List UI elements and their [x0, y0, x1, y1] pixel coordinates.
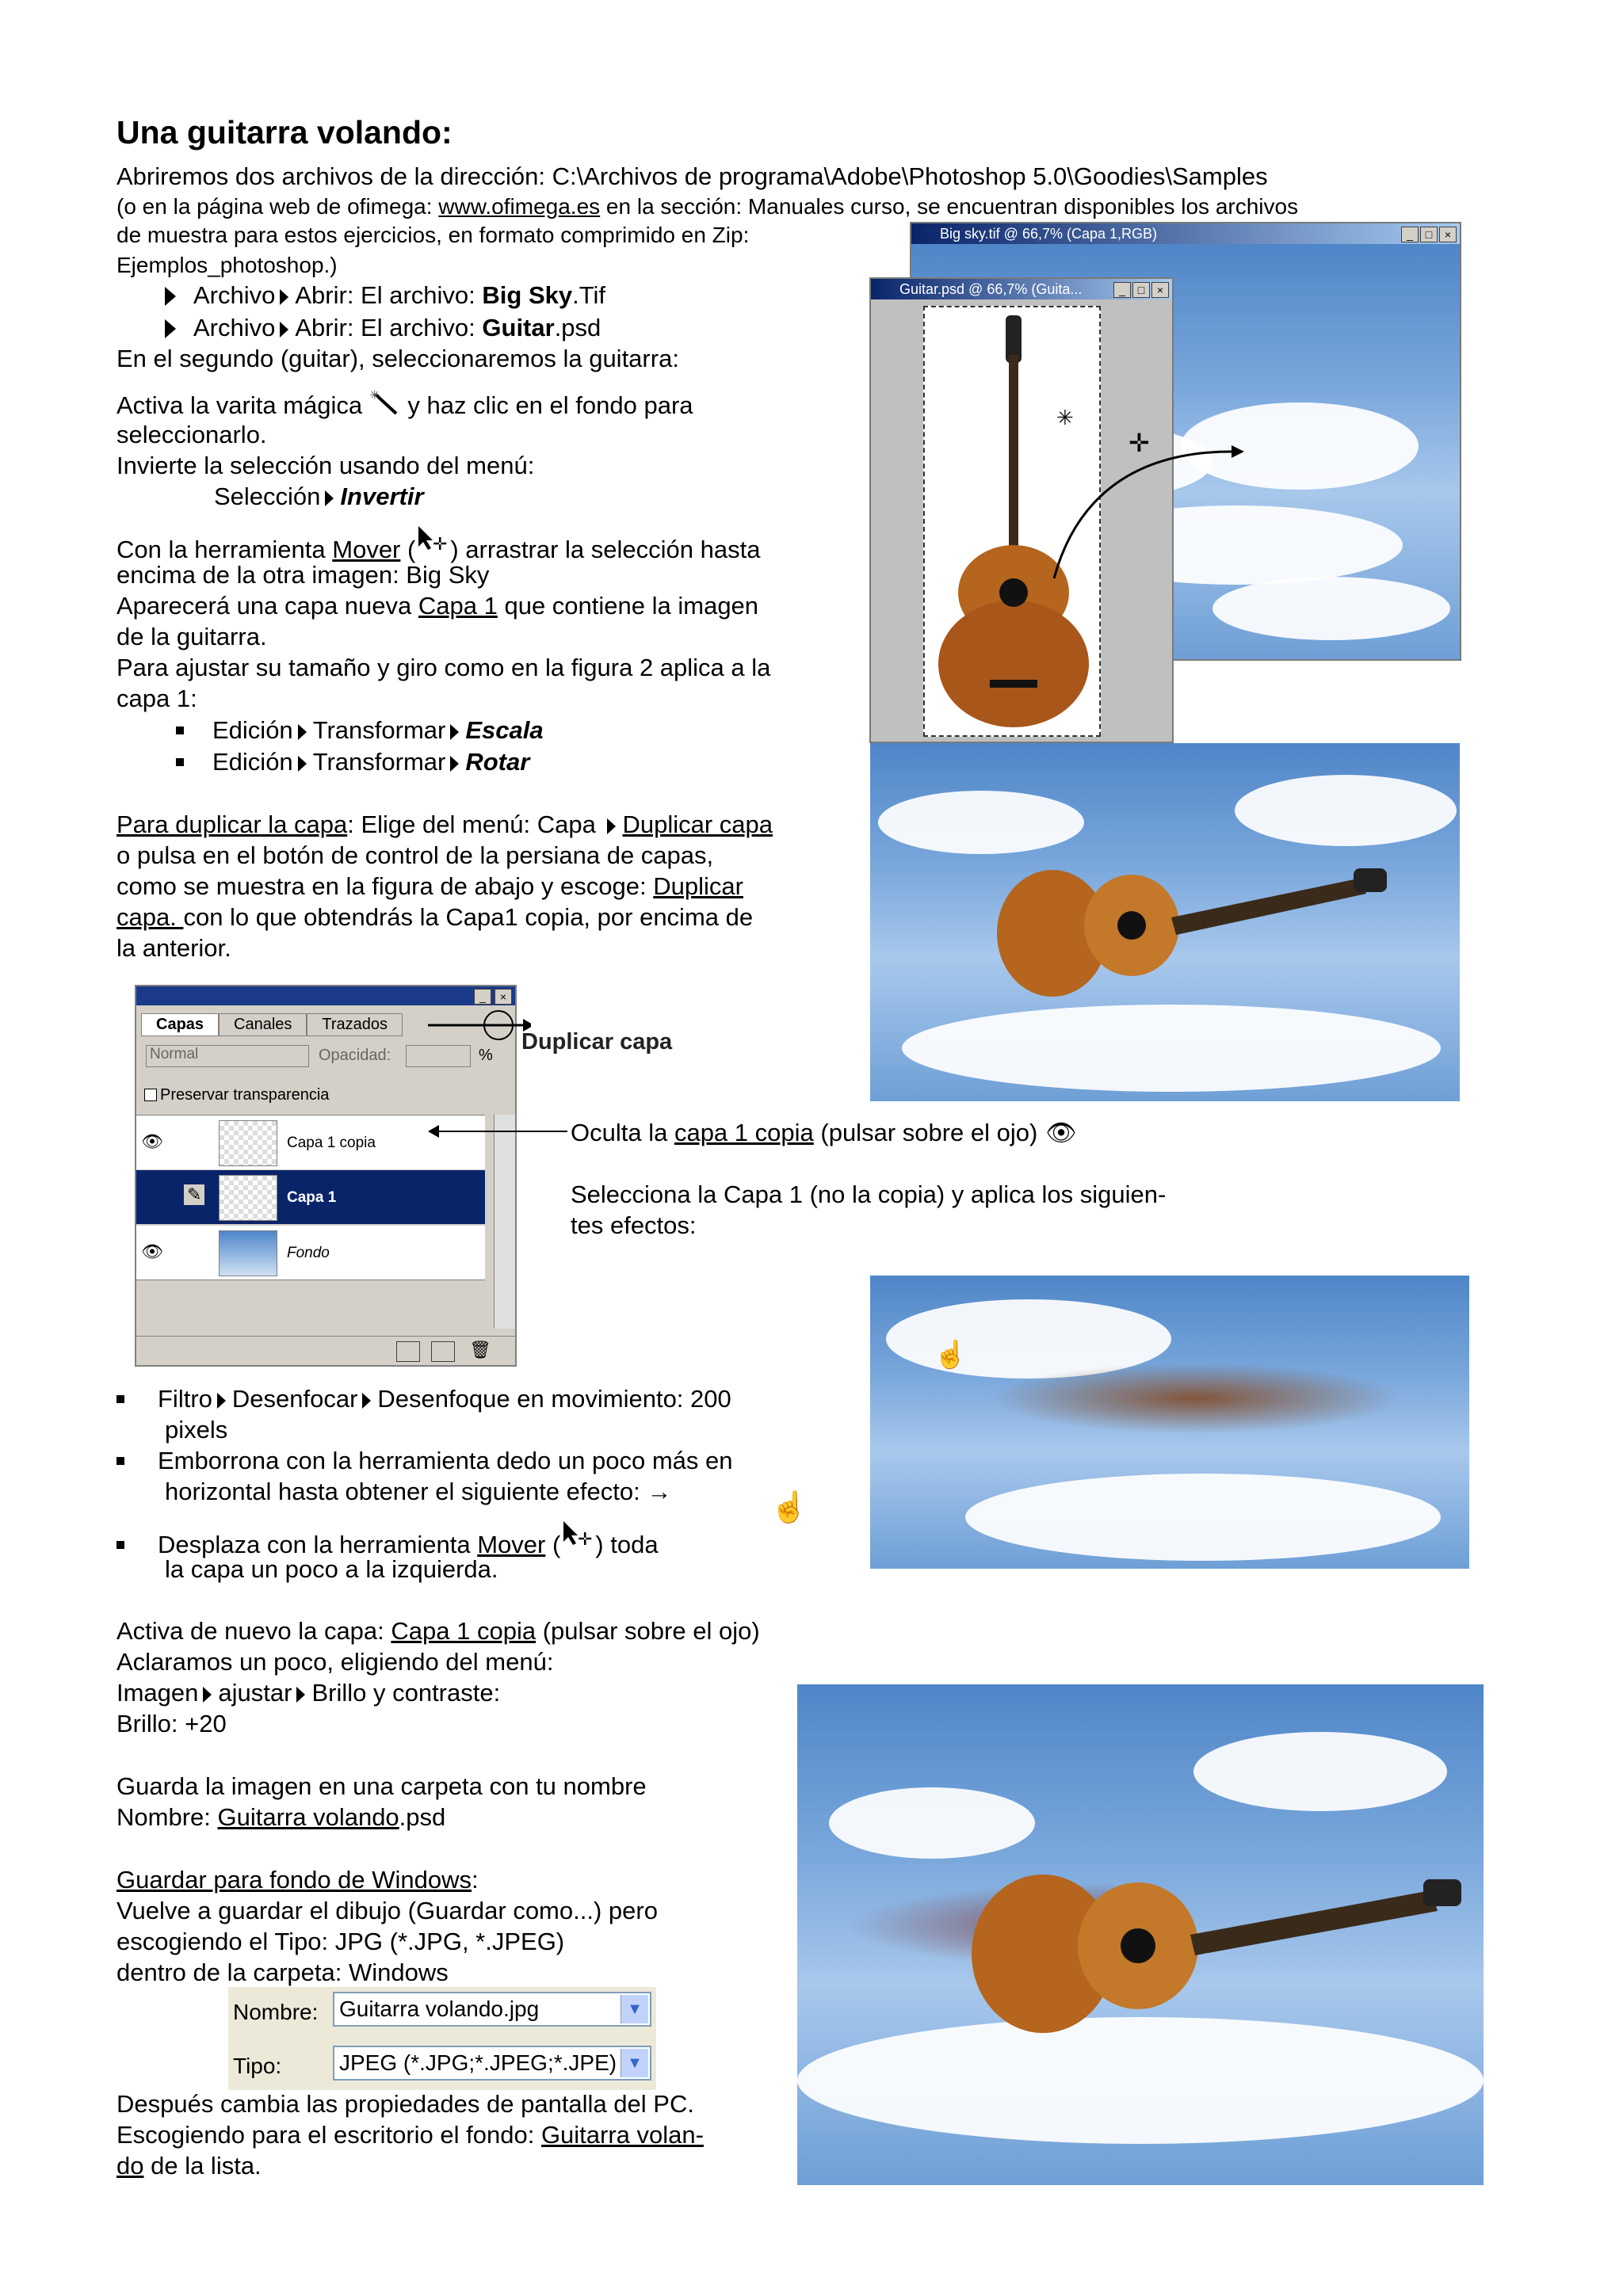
layer-name: Fondo	[287, 1245, 330, 1261]
duplicate-callout-arrow	[428, 1005, 531, 1052]
chevron-down-icon[interactable]: ▼	[621, 2049, 648, 2077]
tab-capas[interactable]: Capas	[141, 1013, 219, 1036]
name-field[interactable]	[333, 1992, 651, 2027]
bullet-icon	[176, 758, 184, 766]
menu-arrow-icon	[217, 1393, 226, 1409]
move-text: ) arrastrar la selección hasta	[450, 536, 761, 563]
final-line-1: Después cambia las propiedades de pantalla del PC.	[116, 2090, 694, 2118]
wallpaper-line-2: Vuelve a guardar el dibujo (Guardar como...) pero	[116, 1897, 658, 1924]
final-line-3	[116, 2150, 262, 2181]
duplicate-heading: Para duplicar la capa	[116, 810, 348, 838]
menu-name: Desenfocar	[231, 1385, 358, 1413]
layer-name: Capa 1 copia	[287, 1135, 376, 1151]
eye-icon: 👁	[1045, 1119, 1077, 1146]
mask-button[interactable]	[396, 1341, 420, 1362]
type-field[interactable]	[333, 2046, 651, 2081]
wand-line-2: seleccionarlo.	[116, 421, 267, 448]
guitarra-volando-link: do	[116, 2152, 144, 2180]
trash-icon[interactable]: 🗑	[469, 1340, 491, 1360]
menu-command: Abrir: El archivo:	[295, 281, 483, 309]
panel-tabs	[141, 1013, 403, 1037]
chevron-down-icon[interactable]: ▼	[621, 1995, 648, 2023]
move-line-3	[116, 590, 758, 621]
open-step-2	[165, 312, 601, 343]
menu-name: ajustar	[218, 1679, 292, 1707]
file-name: Big Sky	[482, 281, 573, 309]
duplicate-line-4	[116, 902, 753, 933]
transform-step-2	[176, 746, 529, 777]
open-step-1	[165, 280, 605, 311]
bullet-arrow-icon	[165, 319, 176, 338]
menu-arrow-icon	[296, 1687, 305, 1703]
menu-arrow-icon	[450, 756, 459, 772]
menu-arrow-icon	[607, 818, 616, 834]
intro-line-2	[116, 192, 1298, 221]
move-cursor-icon: ✛	[1128, 429, 1150, 457]
minimize-button[interactable]: _	[1401, 227, 1419, 242]
save-line-1: Guarda la imagen en una carpeta con tu nombre	[116, 1772, 647, 1800]
move-text: Aparecerá una capa nueva	[116, 592, 418, 620]
guitar-image	[989, 830, 1401, 1020]
reactivate-line-2: Aclaramos un poco, eligiendo del menú:	[116, 1648, 554, 1676]
intro-line-4: Ejemplos_photoshop.)	[116, 253, 338, 277]
effect-step-1-line-2: pixels	[165, 1416, 228, 1444]
menu-command: Escala	[465, 716, 544, 744]
page-title: Una guitarra volando:	[116, 114, 453, 151]
final-text: Escogiendo para el escritorio el fondo:	[116, 2121, 541, 2149]
duplicate-text: : Elige del menú: Capa	[347, 810, 603, 838]
wand-line	[116, 388, 693, 421]
move-text: (	[400, 536, 416, 563]
layer-pointer-arrow	[428, 1122, 571, 1146]
menu-name: Imagen	[116, 1679, 199, 1707]
duplicate-capa-link: Duplicar capa	[622, 810, 773, 838]
bullet-icon	[176, 727, 184, 734]
duplicar-link: Duplicar	[653, 872, 743, 900]
save-line-2	[116, 1802, 445, 1833]
intro-line-3: de muestra para estos ejercicios, en formato comprimido en Zip:	[116, 223, 750, 247]
checkbox[interactable]	[144, 1089, 157, 1101]
reactivate-text: Activa de nuevo la capa:	[116, 1617, 391, 1645]
close-button[interactable]: ×	[1151, 282, 1169, 298]
duplicate-line-2: o pulsa en el botón de control de la persiana de capas,	[116, 841, 714, 869]
menu-arrow-icon	[280, 289, 288, 305]
menu-name: Archivo	[193, 281, 276, 309]
invert-line-2	[214, 481, 424, 512]
minimize-button[interactable]: _	[1113, 282, 1131, 298]
capa-link: capa.	[116, 903, 184, 931]
layer-row-fondo[interactable]	[136, 1226, 485, 1280]
menu-arrow-icon	[298, 756, 307, 772]
eye-icon[interactable]: 👁	[141, 1131, 163, 1151]
layer-thumbnail	[219, 1175, 277, 1221]
duplicate-line-1	[116, 809, 773, 840]
guitar-image	[964, 1835, 1471, 2057]
blend-mode-select[interactable]: Normal	[146, 1045, 309, 1067]
menu-arrow-icon	[450, 724, 459, 740]
menu-arrow-icon	[298, 724, 307, 740]
hide-text: (pulsar sobre el ojo)	[813, 1119, 1038, 1146]
menu-name: Archivo	[193, 314, 276, 341]
figure-final	[797, 1684, 1484, 2185]
menu-name: Selección	[214, 482, 321, 510]
final-line-2	[116, 2119, 704, 2150]
reactivate-line-3	[116, 1677, 500, 1708]
file-ext: .Tif	[572, 281, 606, 309]
preserve-transparency[interactable]	[144, 1086, 329, 1104]
cloud	[1212, 577, 1450, 640]
move-tool-link: Mover	[477, 1531, 546, 1558]
magic-wand-icon: ✳	[1056, 406, 1074, 429]
maximize-button[interactable]: □	[1420, 227, 1438, 242]
hide-text: Oculta la	[571, 1119, 674, 1146]
menu-name: Transformar	[312, 748, 446, 776]
close-button[interactable]: ×	[1439, 227, 1457, 242]
duplicate-callout: Duplicar capa	[521, 1029, 673, 1055]
layer-thumbnail	[219, 1230, 277, 1276]
menu-name: Transformar	[312, 716, 446, 744]
wallpaper-heading	[116, 1864, 479, 1895]
move-line-2: encima de la otra imagen: Big Sky	[116, 561, 490, 589]
intro-text: (o en la página web de ofimega:	[116, 194, 439, 219]
layer-row-capa1[interactable]	[136, 1170, 485, 1224]
panel-titlebar	[136, 986, 515, 1005]
name-label: Nombre:	[233, 2000, 319, 2024]
menu-arrow-icon	[280, 322, 288, 338]
window-title: Guitar.psd @ 66,7% (Guita...	[899, 281, 1083, 297]
effect-text: Desplaza con la herramienta	[158, 1531, 478, 1558]
effect-text: (	[545, 1531, 561, 1558]
duplicate-line-5: la anterior.	[116, 934, 231, 962]
capa1-link: Capa 1	[418, 592, 498, 620]
hide-copy-line	[571, 1117, 1077, 1148]
smudge-icon: ☝	[770, 1491, 808, 1524]
minimize-button[interactable]: _	[474, 989, 491, 1005]
eye-icon[interactable]: 👁	[141, 1241, 163, 1261]
guitar-titlebar	[871, 279, 1172, 299]
wallpaper-link: Guardar para fondo de Windows	[116, 1866, 472, 1894]
save-dialog	[228, 1987, 656, 2090]
blur-streak	[989, 1363, 1401, 1434]
capa1-copia-link: Capa 1 copia	[391, 1617, 537, 1645]
move-line-5: Para ajustar su tamaño y giro como en la figura 2 aplica a la	[116, 654, 771, 681]
tab-trazados[interactable]: Trazados	[307, 1013, 403, 1036]
apply-effects-line-1: Selecciona la Capa 1 (no la copia) y aplica los siguien-	[571, 1180, 1167, 1208]
effect-step-1	[116, 1383, 731, 1414]
panel-scrollbar[interactable]	[494, 1115, 515, 1329]
wallpaper-line-3: escogiendo el Tipo: JPG (*.JPG, *.JPEG)	[116, 1928, 565, 1955]
select-guitar-text: En el segundo (guitar), seleccionaremos la guitarra:	[116, 345, 679, 372]
duplicate-text: como se muestra en la figura de abajo y escoge:	[116, 872, 654, 900]
figure-motion-blur	[870, 1276, 1469, 1569]
panel-bottom-bar	[136, 1336, 515, 1365]
menu-arrow-icon	[362, 1393, 371, 1409]
apply-effects-line-2: tes efectos:	[571, 1211, 697, 1239]
menu-name: Filtro	[158, 1385, 212, 1413]
move-tool-icon	[415, 526, 450, 555]
file-name: Guitar	[482, 314, 555, 341]
intro-line-1: Abriremos dos archivos de la dirección: C:\Archivos de programa\Adobe\Photoshop 5.0\Goodies\Samples	[116, 162, 1268, 190]
layer-thumbnail	[219, 1120, 277, 1166]
type-value: JPEG (*.JPG;*.JPEG;*.JPE)	[339, 2050, 617, 2075]
reactivate-text: (pulsar sobre el ojo)	[536, 1617, 760, 1645]
cloud	[1193, 1732, 1447, 1811]
percent-label: %	[479, 1047, 493, 1064]
brush-icon: ✎	[184, 1184, 204, 1205]
close-button[interactable]: ×	[495, 989, 512, 1005]
svg-text:✛: ✛	[578, 1529, 593, 1549]
invert-line-1: Invierte la selección usando del menú:	[116, 452, 535, 479]
effect-step-3-line-2: la capa un poco a la izquierda.	[165, 1555, 498, 1583]
menu-arrow-icon	[203, 1687, 212, 1703]
menu-arrow-icon	[325, 490, 334, 506]
effect-text: ) toda	[595, 1531, 659, 1558]
duplicate-text: con lo que obtendrás la Capa1 copia, por encima de	[183, 903, 754, 931]
bullet-icon	[116, 1395, 124, 1403]
tab-canales[interactable]: Canales	[219, 1013, 307, 1036]
wand-text: Activa la varita mágica	[116, 391, 369, 419]
bullet-icon	[116, 1457, 124, 1465]
menu-command: Desenfoque en movimiento: 200	[377, 1385, 731, 1413]
wallpaper-text: :	[472, 1866, 479, 1894]
intro-text: en la sección: Manuales curso, se encuentran disponibles los archivos	[600, 194, 1299, 219]
reactivate-line-1	[116, 1615, 760, 1646]
preserve-label: Preservar transparencia	[160, 1086, 330, 1104]
new-layer-button[interactable]	[431, 1341, 455, 1362]
move-text: que contiene la imagen	[497, 592, 759, 620]
opacity-label: Opacidad:	[319, 1047, 391, 1064]
figure-rotated-guitar	[870, 743, 1460, 1101]
save-text: .psd	[399, 1803, 446, 1831]
move-line-6: capa 1:	[116, 685, 197, 712]
menu-command: Abrir: El archivo:	[295, 314, 483, 341]
name-value: Guitarra volando.jpg	[339, 1997, 540, 2021]
menu-command: Invertir	[340, 482, 424, 510]
wand-text: y haz clic en el fondo para	[400, 391, 693, 419]
menu-name: Edición	[212, 716, 293, 744]
guitarra-volando-link: Guitarra volan-	[540, 2121, 704, 2149]
menu-command: Rotar	[465, 748, 530, 776]
move-line-4: de la guitarra.	[116, 623, 267, 650]
wallpaper-line-4: dentro de la carpeta: Windows	[116, 1958, 449, 1986]
final-text: de la lista.	[143, 2152, 262, 2180]
bigsky-titlebar	[911, 223, 1460, 244]
svg-text:✛: ✛	[433, 534, 448, 554]
guitarra-volando-link: Guitarra volando	[217, 1803, 399, 1831]
capa1-copia-link: capa 1 copia	[674, 1119, 814, 1146]
reactivate-line-4: Brillo: +20	[116, 1710, 227, 1737]
cloud	[965, 1474, 1441, 1561]
maximize-button[interactable]: □	[1132, 282, 1150, 298]
save-text: Nombre:	[116, 1803, 218, 1831]
smudge-icon: ☝	[934, 1340, 968, 1370]
file-ext: .psd	[554, 314, 601, 341]
effect-step-2-line-2: horizontal hasta obtener el siguiente efecto: →	[165, 1478, 672, 1505]
move-tool-link: Mover	[332, 536, 401, 563]
svg-text:✳: ✳	[369, 389, 380, 402]
type-label: Tipo:	[233, 2054, 282, 2078]
bullet-icon	[116, 1541, 124, 1549]
window-title: Big sky.tif @ 66,7% (Capa 1,RGB)	[940, 226, 1158, 242]
effect-text: Emborrona con la herramienta dedo un poco más en	[158, 1447, 733, 1474]
menu-name: Edición	[212, 748, 293, 776]
layer-name: Capa 1	[287, 1189, 337, 1206]
move-tool-icon	[560, 1521, 595, 1550]
duplicate-line-3	[116, 871, 743, 902]
magic-wand-icon	[369, 388, 401, 417]
effect-step-2	[116, 1445, 733, 1476]
menu-command: Brillo y contraste:	[311, 1679, 501, 1707]
move-text: Con la herramienta	[116, 536, 333, 563]
ofimega-link[interactable]: www.ofimega.es	[438, 194, 601, 219]
transform-step-1	[176, 715, 544, 746]
bullet-arrow-icon	[165, 287, 176, 306]
